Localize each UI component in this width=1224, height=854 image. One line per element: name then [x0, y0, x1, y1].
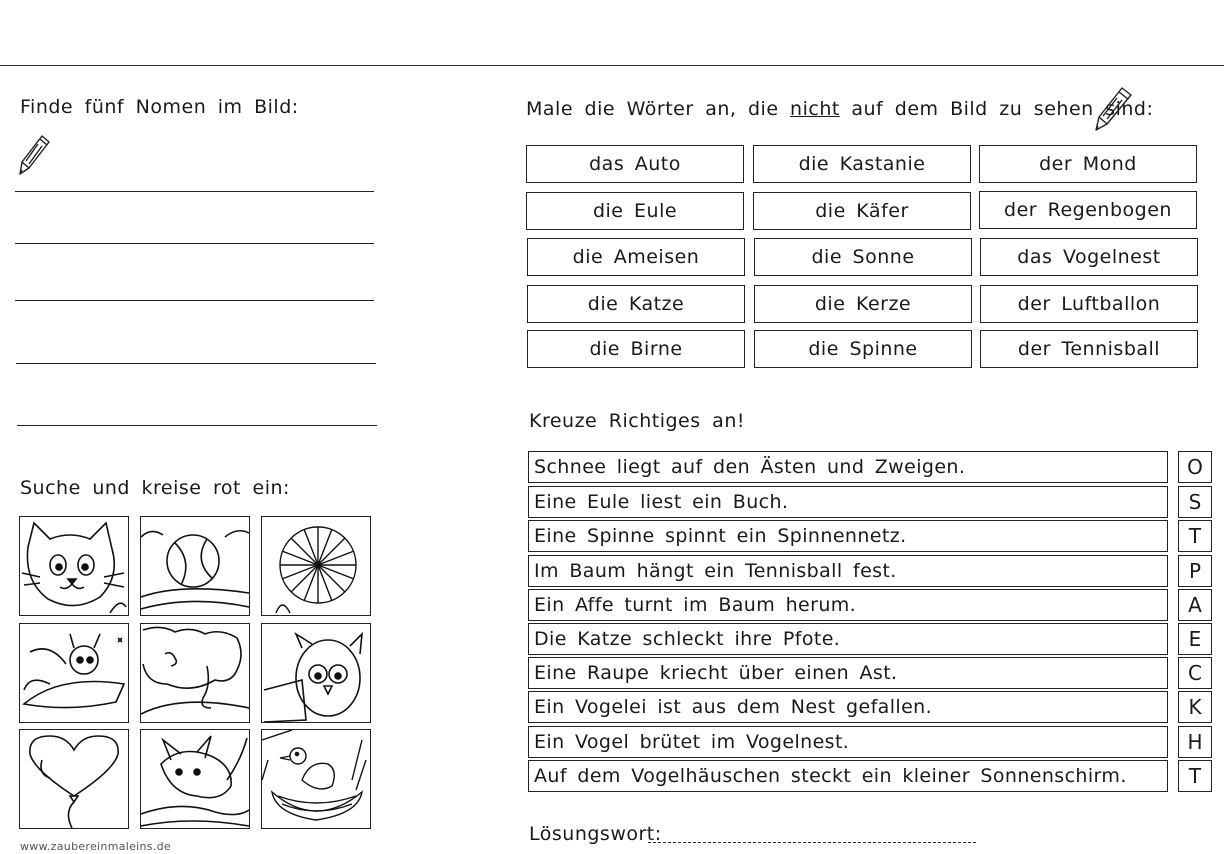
answer-letter-box[interactable]: H	[1178, 726, 1212, 758]
bird-nest-picture[interactable]	[261, 729, 371, 829]
answer-letter-box[interactable]: C	[1178, 657, 1212, 689]
color-prompt	[526, 98, 1153, 120]
heart-balloon-picture[interactable]	[19, 729, 129, 829]
statement-row[interactable]: Schnee liegt auf den Ästen und Zweigen.	[528, 451, 1168, 483]
statement-row[interactable]: Ein Affe turnt im Baum herum.	[528, 589, 1168, 621]
answer-letter-box[interactable]: E	[1178, 623, 1212, 655]
statement-row[interactable]: Eine Eule liest ein Buch.	[528, 486, 1168, 518]
search-prompt: Suche und kreise rot ein:	[20, 477, 290, 499]
word-box[interactable]: der Luftballon	[980, 285, 1198, 323]
statement-row[interactable]: Ein Vogel brütet im Vogelnest.	[528, 726, 1168, 758]
answer-letter-box[interactable]: A	[1178, 589, 1212, 621]
color-prompt-underlined: nicht	[790, 98, 840, 120]
answer-letter-box[interactable]: K	[1178, 691, 1212, 723]
statement-row[interactable]: Eine Raupe kriecht über einen Ast.	[528, 657, 1168, 689]
statement-row[interactable]: Eine Spinne spinnt ein Spinnennetz.	[528, 520, 1168, 552]
word-box[interactable]: die Katze	[527, 285, 745, 323]
word-box[interactable]: die Kerze	[754, 285, 972, 323]
word-box[interactable]: die Birne	[527, 330, 745, 368]
top-divider	[0, 65, 1224, 66]
nouns-prompt: Finde fünf Nomen im Bild:	[20, 96, 299, 118]
solution-label: Lösungswort:	[529, 823, 662, 845]
word-box[interactable]: der Tennisball	[980, 330, 1198, 368]
word-box[interactable]: das Auto	[526, 145, 744, 183]
word-box[interactable]: die Kastanie	[753, 145, 971, 183]
sunshade-picture[interactable]	[261, 516, 371, 616]
plane-pilot-picture[interactable]	[19, 623, 129, 723]
pencil-icon	[18, 133, 52, 177]
statement-row[interactable]: Im Baum hängt ein Tennisball fest.	[528, 555, 1168, 587]
footer-url[interactable]: www.zaubereinmaleins.de	[20, 840, 171, 853]
answer-letter-box[interactable]: S	[1178, 486, 1212, 518]
answer-line-2[interactable]	[15, 243, 374, 244]
cross-prompt: Kreuze Richtiges an!	[529, 410, 745, 432]
word-box[interactable]: die Eule	[526, 192, 744, 230]
word-box[interactable]: die Käfer	[753, 192, 971, 230]
word-box[interactable]: das Vogelnest	[980, 238, 1198, 276]
statement-row[interactable]: Die Katze schleckt ihre Pfote.	[528, 623, 1168, 655]
pencil-icon	[1094, 85, 1134, 133]
tennis-ball-picture[interactable]	[140, 516, 250, 616]
cat-picture[interactable]	[19, 516, 129, 616]
answer-line-1[interactable]	[15, 191, 374, 192]
statement-row[interactable]: Auf dem Vogelhäuschen steckt ein kleiner Sonnenschirm.	[528, 760, 1168, 792]
answer-letter-box[interactable]: T	[1178, 520, 1212, 552]
answer-letter-box[interactable]: P	[1178, 555, 1212, 587]
word-box[interactable]: der Mond	[979, 145, 1197, 183]
word-box[interactable]: die Sonne	[754, 238, 972, 276]
word-box[interactable]: der Regenbogen	[979, 191, 1197, 229]
answer-letter-box[interactable]: T	[1178, 760, 1212, 792]
worm-picture[interactable]	[140, 623, 250, 723]
word-box[interactable]: die Spinne	[754, 330, 972, 368]
color-prompt-part-2: auf dem Bild zu sehen sind:	[839, 98, 1154, 120]
answer-line-5[interactable]	[17, 425, 377, 426]
color-prompt-part-1: Male die Wörter an, die	[526, 98, 791, 120]
statement-row[interactable]: Ein Vogelei ist aus dem Nest gefallen.	[528, 691, 1168, 723]
answer-line-4[interactable]	[16, 363, 376, 364]
answer-line-3[interactable]	[15, 300, 374, 301]
owl-picture[interactable]	[261, 623, 371, 723]
mouse-picture[interactable]	[140, 729, 250, 829]
solution-word-line[interactable]	[648, 842, 976, 843]
answer-letter-box[interactable]: O	[1178, 451, 1212, 483]
word-box[interactable]: die Ameisen	[527, 238, 745, 276]
